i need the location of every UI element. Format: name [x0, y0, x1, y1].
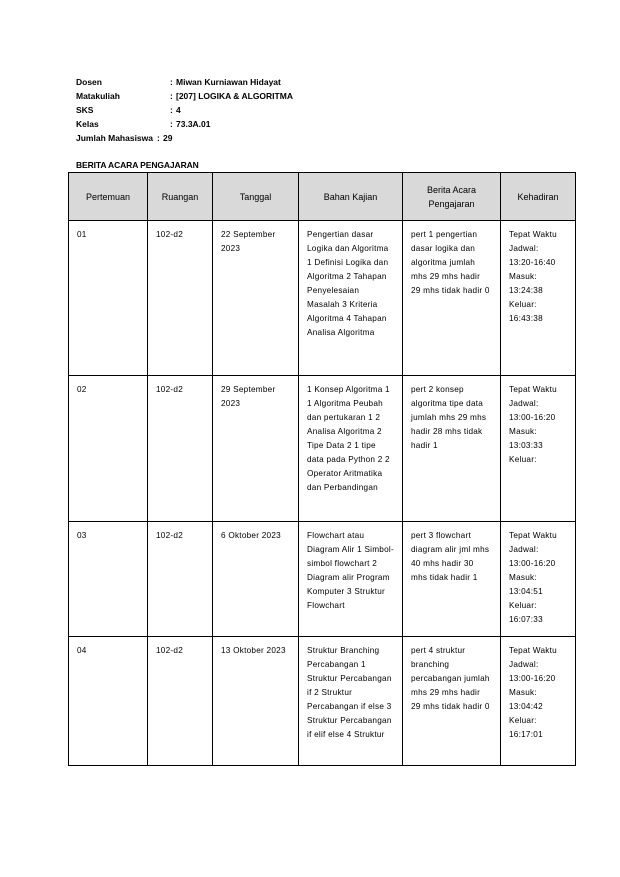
kehadiran-keluar-label: Keluar: [509, 601, 537, 610]
cell-kehadiran [501, 221, 576, 376]
lecture-info [76, 75, 293, 145]
kehadiran-status: Tepat Waktu [509, 646, 557, 655]
cell-berita-acara: pert 1 pengertian dasar logika dan algoritma jumlah mhs 29 mhs hadir 29 mhs tidak hadir 0 [403, 221, 501, 376]
info-sks: SKS : 4 [76, 105, 181, 115]
header-tanggal: Tanggal [213, 173, 299, 221]
cell-tanggal: 29 September 2023 [213, 376, 299, 522]
info-value: [207] LOGIKA & ALGORITMA [176, 91, 293, 101]
info-label: Kelas [76, 119, 99, 129]
kehadiran-status: Tepat Waktu [509, 531, 557, 540]
header-pertemuan: Pertemuan [69, 173, 148, 221]
kehadiran-masuk-value: 13:24:38 [509, 286, 543, 295]
kehadiran-status: Tepat Waktu [509, 230, 557, 239]
header-ruangan: Ruangan [148, 173, 213, 221]
cell-ruangan: 102-d2 [148, 221, 213, 376]
header-berita-acara: Berita Acara Pengajaran [403, 173, 501, 221]
cell-pertemuan: 01 [69, 221, 148, 376]
cell-bahan-kajian: Pengertian dasar Logika dan Algoritma 1 Definisi Logika dan Algoritma 2 Tahapan Penyelesaian Masalah 3 Kriteria Algoritma 4 Tahapan Analisa Algoritma [299, 221, 403, 376]
kehadiran-masuk-label: Masuk: [509, 272, 537, 281]
kehadiran-keluar-value: 16:07:33 [509, 615, 543, 624]
cell-pertemuan: 04 [69, 637, 148, 766]
info-value: 4 [176, 105, 181, 115]
kehadiran-masuk-value: 13:04:51 [509, 587, 543, 596]
kehadiran-jadwal-value: 13:00-16:20 [509, 413, 556, 422]
cell-kehadiran [501, 637, 576, 766]
header-bahan-kajian: Bahan Kajian [299, 173, 403, 221]
table-row [69, 522, 576, 637]
kehadiran-masuk-label: Masuk: [509, 573, 537, 582]
header-kehadiran: Kehadiran [501, 173, 576, 221]
cell-bahan-kajian: Flowchart atau Diagram Alir 1 Simbol-simbol flowchart 2 Diagram alir Program Komputer 3 Struktur Flowchart [299, 522, 403, 637]
kehadiran-keluar-value: 16:17:01 [509, 730, 543, 739]
kehadiran-masuk-label: Masuk: [509, 688, 537, 697]
cell-bahan-kajian: Struktur Branching Percabangan 1 Struktur Percabangan if 2 Struktur Percabangan if else 3 Struktur Percabangan if elif else 4 Struktur [299, 637, 403, 766]
info-value: 29 [163, 133, 173, 143]
table-row [69, 637, 576, 766]
cell-ruangan: 102-d2 [148, 522, 213, 637]
kehadiran-keluar-label: Keluar: [509, 455, 537, 464]
kehadiran-status: Tepat Waktu [509, 385, 557, 394]
cell-ruangan: 102-d2 [148, 376, 213, 522]
kehadiran-jadwal-value: 13:00-16:20 [509, 674, 556, 683]
cell-kehadiran [501, 522, 576, 637]
info-kelas: Kelas : 73.3A.01 [76, 119, 211, 129]
cell-ruangan: 102-d2 [148, 637, 213, 766]
kehadiran-keluar-label: Keluar: [509, 716, 537, 725]
kehadiran-jadwal-label: Jadwal: [509, 244, 539, 253]
info-matakuliah: Matakuliah : [207] LOGIKA & ALGORITMA [76, 91, 293, 101]
kehadiran-jadwal-value: 13:00-16:20 [509, 559, 556, 568]
cell-pertemuan: 02 [69, 376, 148, 522]
cell-berita-acara: pert 3 flowchart diagram alir jml mhs 40 mhs hadir 30 mhs tidak hadir 1 [403, 522, 501, 637]
table-row [69, 221, 576, 376]
info-label: Jumlah Mahasiswa [76, 133, 154, 143]
teaching-report-table [68, 172, 576, 766]
kehadiran-jadwal-label: Jadwal: [509, 545, 539, 554]
table-header-row [69, 173, 576, 221]
kehadiran-masuk-value: 13:04:42 [509, 702, 543, 711]
cell-bahan-kajian: 1 Konsep Algoritma 1 1 Algoritma Peubah dan pertukaran 1 2 Analisa Algoritma 2 Tipe Data 2 1 tipe data pada Python 2 2 Operator Aritmatika dan Perbandingan [299, 376, 403, 522]
info-value: Miwan Kurniawan Hidayat [176, 77, 281, 87]
info-label: Matakuliah [76, 91, 120, 101]
cell-tanggal: 6 Oktober 2023 [213, 522, 299, 637]
cell-tanggal: 22 September 2023 [213, 221, 299, 376]
kehadiran-keluar-value: 16:43:38 [509, 314, 543, 323]
kehadiran-masuk-label: Masuk: [509, 427, 537, 436]
info-label: SKS [76, 105, 94, 115]
cell-kehadiran [501, 376, 576, 522]
kehadiran-jadwal-value: 13:20-16:40 [509, 258, 556, 267]
info-jumlah-mahasiswa: Jumlah Mahasiswa : 29 [76, 133, 173, 143]
cell-pertemuan: 03 [69, 522, 148, 637]
cell-berita-acara: pert 2 konsep algoritma tipe data jumlah mhs 29 mhs hadir 28 mhs tidak hadir 1 [403, 376, 501, 522]
cell-berita-acara: pert 4 struktur branching percabangan jumlah mhs 29 mhs hadir 29 mhs tidak hadir 0 [403, 637, 501, 766]
kehadiran-jadwal-label: Jadwal: [509, 660, 539, 669]
kehadiran-jadwal-label: Jadwal: [509, 399, 539, 408]
info-value: 73.3A.01 [176, 119, 211, 129]
kehadiran-masuk-value: 13:03:33 [509, 441, 543, 450]
info-label: Dosen [76, 77, 102, 87]
cell-tanggal: 13 Oktober 2023 [213, 637, 299, 766]
section-title: BERITA ACARA PENGAJARAN [76, 160, 199, 170]
table-row [69, 376, 576, 522]
info-dosen: Dosen : Miwan Kurniawan Hidayat [76, 77, 281, 87]
kehadiran-keluar-label: Keluar: [509, 300, 537, 309]
